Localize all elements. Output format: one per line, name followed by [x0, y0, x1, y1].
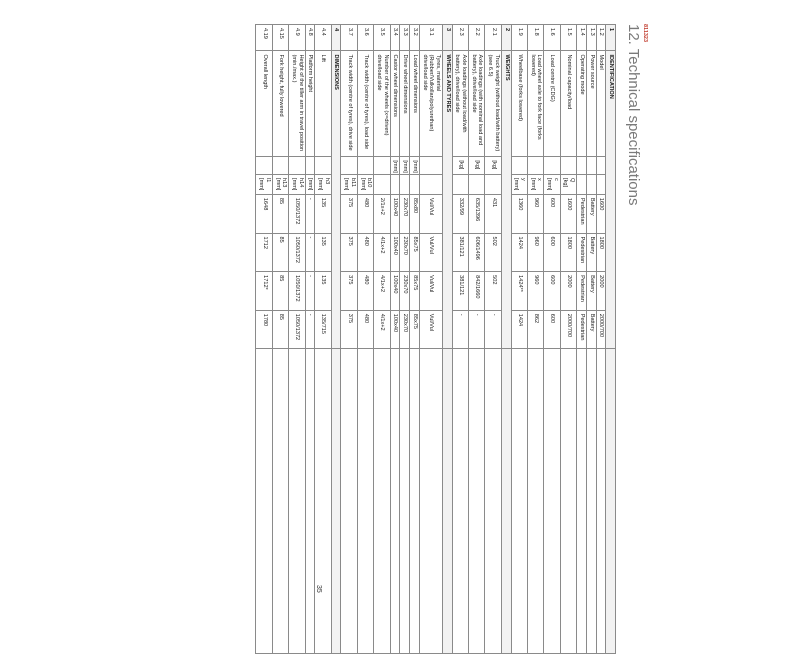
document-number: 811323 — [642, 24, 648, 43]
row-number: 1.6 — [544, 25, 560, 51]
row-label: Overall length — [256, 51, 272, 157]
table-row — [357, 25, 373, 654]
row-unit — [272, 157, 288, 175]
row-number: 2.3 — [452, 25, 468, 51]
table-row — [596, 25, 606, 654]
table-row — [452, 25, 468, 654]
row-symbol — [485, 175, 501, 195]
row-number: 3.4 — [390, 25, 400, 51]
row-number: 1.2 — [596, 25, 606, 51]
value-cell: 4/1x+2 — [374, 272, 390, 311]
value-cell: Vul/Vul — [419, 310, 442, 349]
table-row — [485, 25, 501, 654]
row-label: Platform height — [305, 51, 315, 157]
row-symbol — [390, 175, 400, 195]
row-unit — [315, 157, 331, 175]
table-row — [527, 25, 543, 654]
value-cell: - — [305, 233, 315, 272]
blank-cell — [272, 349, 288, 654]
row-unit: [mm] — [400, 157, 410, 175]
row-unit — [341, 157, 357, 175]
value-cell: Battery — [586, 233, 596, 272]
value-cell: 381/121 — [452, 272, 468, 311]
value-cell: 375 — [341, 194, 357, 233]
row-number: 3 — [442, 25, 452, 51]
value-cell: 135 — [315, 194, 331, 233]
value-cell: Pedestrian — [577, 310, 587, 349]
row-number: 2.1 — [485, 25, 501, 51]
table-row — [400, 25, 410, 654]
blank-cell — [442, 349, 452, 654]
value-cell: 1648 — [256, 194, 272, 233]
value-cell: 2/1x+2 — [374, 194, 390, 233]
row-number: 4.15 — [272, 25, 288, 51]
section-title: DIMENSIONS — [331, 51, 341, 349]
row-unit — [357, 157, 373, 175]
row-label: Nominal capacity/load — [560, 51, 576, 157]
value-cell: Pedestrian — [577, 272, 587, 311]
row-unit — [577, 157, 587, 175]
row-symbol — [469, 175, 485, 195]
row-label: Operating mode — [577, 51, 587, 157]
value-cell: 1050/1372 — [289, 194, 305, 233]
value-cell: - — [469, 310, 485, 349]
row-symbol — [410, 175, 420, 195]
row-label: Number of the wheels (x=driven) drive/load side — [374, 51, 390, 157]
value-cell: 480 — [357, 310, 373, 349]
value-cell: 1800 — [560, 233, 576, 272]
value-cell: 1050/1372 — [289, 272, 305, 311]
blank-cell — [400, 349, 410, 654]
value-cell: 2000 — [596, 272, 606, 311]
value-cell: 1424 — [511, 310, 527, 349]
blank-cell — [256, 349, 272, 654]
value-cell: - — [452, 310, 468, 349]
value-cell: 2000/700 — [560, 310, 576, 349]
value-cell: 85x75 — [410, 233, 420, 272]
blank-cell — [544, 349, 560, 654]
blank-cell — [305, 349, 315, 654]
row-symbol: b10 [mm] — [357, 175, 373, 195]
section-row — [331, 25, 341, 654]
blank-cell — [452, 349, 468, 654]
row-number: 3.2 — [410, 25, 420, 51]
row-unit: [kg] — [452, 157, 468, 175]
row-unit — [419, 157, 442, 175]
value-cell: 600 — [544, 194, 560, 233]
blank-cell — [357, 349, 373, 654]
value-cell: 502 — [485, 272, 501, 311]
value-cell: 1600 — [596, 194, 606, 233]
table-row — [374, 25, 390, 654]
section-title: WHEELS AND TYRES — [442, 51, 452, 349]
blank-cell — [586, 349, 596, 654]
row-unit — [527, 157, 543, 175]
value-cell: 2000/700 — [596, 310, 606, 349]
blank-cell — [315, 349, 331, 654]
table-row — [315, 25, 331, 654]
blank-cell — [289, 349, 305, 654]
row-symbol: l1 [mm] — [256, 175, 272, 195]
row-label: Load wheel dimensions — [410, 51, 420, 157]
blank-cell — [560, 349, 576, 654]
row-label: Axle loadings (with nominal load and battery), drive/load side — [469, 51, 485, 157]
value-cell: Battery — [586, 310, 596, 349]
row-number: 1.8 — [527, 25, 543, 51]
row-label: Tyres, material (Rubber/Vulkollan/polyurethan) drive/load side — [419, 51, 442, 157]
row-symbol: h14 [mm] — [289, 175, 305, 195]
value-cell: 1600 — [560, 194, 576, 233]
value-cell: - — [305, 194, 315, 233]
value-cell: 85 — [272, 272, 288, 311]
value-cell: 1424 — [511, 233, 527, 272]
row-unit: [kg] — [485, 157, 501, 175]
value-cell: 332/99 — [452, 194, 468, 233]
row-unit — [511, 157, 527, 175]
value-cell: - — [305, 272, 315, 311]
value-cell: Vul/Vul — [419, 194, 442, 233]
table-row — [469, 25, 485, 654]
value-cell: 4/1x+2 — [374, 233, 390, 272]
table-row — [577, 25, 587, 654]
value-cell: - — [305, 310, 315, 349]
row-label: Load centre (CDG) — [544, 51, 560, 157]
table-row — [272, 25, 288, 654]
value-cell: 842/1660 — [469, 272, 485, 311]
value-cell: 1800 — [596, 233, 606, 272]
value-cell: 375 — [341, 310, 357, 349]
row-label: Track width (centre of tyres), load side — [357, 51, 373, 157]
blank-cell — [374, 349, 390, 654]
row-symbol — [577, 175, 587, 195]
value-cell: 960 — [527, 272, 543, 311]
value-cell: 635/1396 — [469, 194, 485, 233]
row-number: 3.5 — [374, 25, 390, 51]
table-row — [289, 25, 305, 654]
value-cell: 230x70 — [400, 310, 410, 349]
value-cell: Pedestrian — [577, 194, 587, 233]
blank-cell — [527, 349, 543, 654]
blank-cell — [511, 349, 527, 654]
row-symbol: c [mm] — [544, 175, 560, 195]
value-cell: 135 — [315, 272, 331, 311]
table-row — [410, 25, 420, 654]
row-number: 3.1 — [419, 25, 442, 51]
table-row — [586, 25, 596, 654]
table-row — [560, 25, 576, 654]
value-cell: Pedestrian — [577, 233, 587, 272]
row-number: 3.6 — [357, 25, 373, 51]
table-row — [341, 25, 357, 654]
blank-cell — [390, 349, 400, 654]
row-unit: [kg] — [469, 157, 485, 175]
row-unit — [586, 157, 596, 175]
value-cell: 960 — [527, 233, 543, 272]
value-cell: 1712 — [256, 233, 272, 272]
row-label: Axle loadings (without load/with battery), drive/load side — [452, 51, 468, 157]
section-title: IDENTIFICATION — [606, 51, 616, 349]
row-symbol — [452, 175, 468, 195]
page-title: 12. Technical specifications — [625, 24, 642, 206]
row-number: 1.4 — [577, 25, 587, 51]
value-cell: 85x75 — [410, 272, 420, 311]
value-cell: 230x70 — [400, 272, 410, 311]
value-cell: Vul/Vul — [419, 233, 442, 272]
row-unit — [596, 157, 606, 175]
row-number: 2.2 — [469, 25, 485, 51]
value-cell: 230x70 — [400, 194, 410, 233]
row-label: Castor wheel dimensions — [390, 51, 400, 157]
row-label: Fork height, fully lowered — [272, 51, 288, 157]
row-label: Truck weight (without load/with battery)(see 6.5) — [485, 51, 501, 157]
row-unit: [mm] — [410, 157, 420, 175]
value-cell: Battery — [586, 194, 596, 233]
row-number: 4.9 — [289, 25, 305, 51]
row-label: Wheelbase (forks lowered) — [511, 51, 527, 157]
value-cell: 85 — [272, 233, 288, 272]
blank-cell — [577, 349, 587, 654]
value-cell: 1050/1372 — [289, 233, 305, 272]
section-row — [606, 25, 616, 654]
value-cell: 1050/1372 — [289, 310, 305, 349]
section-row — [442, 25, 452, 654]
value-cell: 230x70 — [400, 233, 410, 272]
row-label: Height of the tiller arm in travel position (min./max.) — [289, 51, 305, 157]
value-cell: 1360 — [511, 194, 527, 233]
row-symbol: y [mm] — [511, 175, 527, 195]
row-label: Track width (centre of tyres), drive side — [341, 51, 357, 157]
value-cell: 480 — [357, 194, 373, 233]
row-number: 3.3 — [400, 25, 410, 51]
row-label: Lift — [315, 51, 331, 157]
value-cell: 135 — [315, 233, 331, 272]
table-row — [511, 25, 527, 654]
value-cell: 600 — [544, 233, 560, 272]
row-number: 4 — [331, 25, 341, 51]
value-cell: 1780 — [256, 310, 272, 349]
row-symbol — [374, 175, 390, 195]
value-cell: 600 — [544, 310, 560, 349]
row-label: Drive wheel dimensions — [400, 51, 410, 157]
table-row — [544, 25, 560, 654]
row-number: 1 — [606, 25, 616, 51]
value-cell: 100x40 — [390, 310, 400, 349]
value-cell: 85 — [272, 310, 288, 349]
table-row — [419, 25, 442, 654]
value-cell: 375 — [341, 272, 357, 311]
value-cell: 502 — [485, 233, 501, 272]
value-cell: 100x40 — [390, 233, 400, 272]
value-cell: 480 — [357, 272, 373, 311]
value-cell: 480 — [357, 233, 373, 272]
row-number: 1.3 — [586, 25, 596, 51]
row-number: 4.4 — [315, 25, 331, 51]
blank-cell — [606, 349, 616, 654]
section-title: WEIGHTS — [501, 51, 511, 349]
row-number: 1.9 — [511, 25, 527, 51]
row-symbol: h3 [mm] — [315, 175, 331, 195]
value-cell: 100x40 — [390, 194, 400, 233]
value-cell: 862 — [527, 310, 543, 349]
row-unit — [544, 157, 560, 175]
row-label: Power source — [586, 51, 596, 157]
page-number: 35 — [315, 585, 322, 593]
blank-cell — [410, 349, 420, 654]
value-cell: 431 — [485, 194, 501, 233]
value-cell: 960 — [527, 194, 543, 233]
blank-cell — [469, 349, 485, 654]
blank-cell — [501, 349, 511, 654]
value-cell: 1712* — [256, 272, 272, 311]
value-cell: 135/715 — [315, 310, 331, 349]
value-cell: 4/1x+2 — [374, 310, 390, 349]
blank-cell — [419, 349, 442, 654]
value-cell: Vul/Vul — [419, 272, 442, 311]
row-symbol — [586, 175, 596, 195]
spec-table — [255, 24, 616, 654]
value-cell: 1424** — [511, 272, 527, 311]
value-cell: Battery — [586, 272, 596, 311]
value-cell: 381/121 — [452, 233, 468, 272]
row-unit — [256, 157, 272, 175]
blank-cell — [331, 349, 341, 654]
value-cell: 600 — [544, 272, 560, 311]
row-unit — [560, 157, 576, 175]
row-symbol — [596, 175, 606, 195]
row-number: 2 — [501, 25, 511, 51]
value-cell: 85x80 — [410, 194, 420, 233]
row-symbol: h13 [mm] — [272, 175, 288, 195]
table-row — [305, 25, 315, 654]
table-row — [390, 25, 400, 654]
row-number: 4.8 — [305, 25, 315, 51]
row-unit — [374, 157, 390, 175]
table-row — [256, 25, 272, 654]
row-number: 4.19 — [256, 25, 272, 51]
row-symbol: b11 [mm] — [341, 175, 357, 195]
section-row — [501, 25, 511, 654]
value-cell: 375 — [341, 233, 357, 272]
row-number: 3.7 — [341, 25, 357, 51]
value-cell: 100x40 — [390, 272, 400, 311]
row-symbol — [400, 175, 410, 195]
value-cell: 85 — [272, 194, 288, 233]
row-label: Model — [596, 51, 606, 157]
row-symbol: Q [kg] — [560, 175, 576, 195]
blank-cell — [485, 349, 501, 654]
row-symbol: x [mm] — [527, 175, 543, 195]
value-cell: 2000 — [560, 272, 576, 311]
value-cell: 85x75 — [410, 310, 420, 349]
row-unit: [mm] — [390, 157, 400, 175]
value-cell: 606/1496 — [469, 233, 485, 272]
row-number: 1.5 — [560, 25, 576, 51]
row-symbol: [mm] — [305, 175, 315, 195]
row-unit — [289, 157, 305, 175]
row-unit — [305, 157, 315, 175]
row-symbol — [419, 175, 442, 195]
blank-cell — [341, 349, 357, 654]
blank-cell — [596, 349, 606, 654]
row-label: Load wheel axle to fork face (forks lowered) — [527, 51, 543, 157]
value-cell: - — [485, 310, 501, 349]
